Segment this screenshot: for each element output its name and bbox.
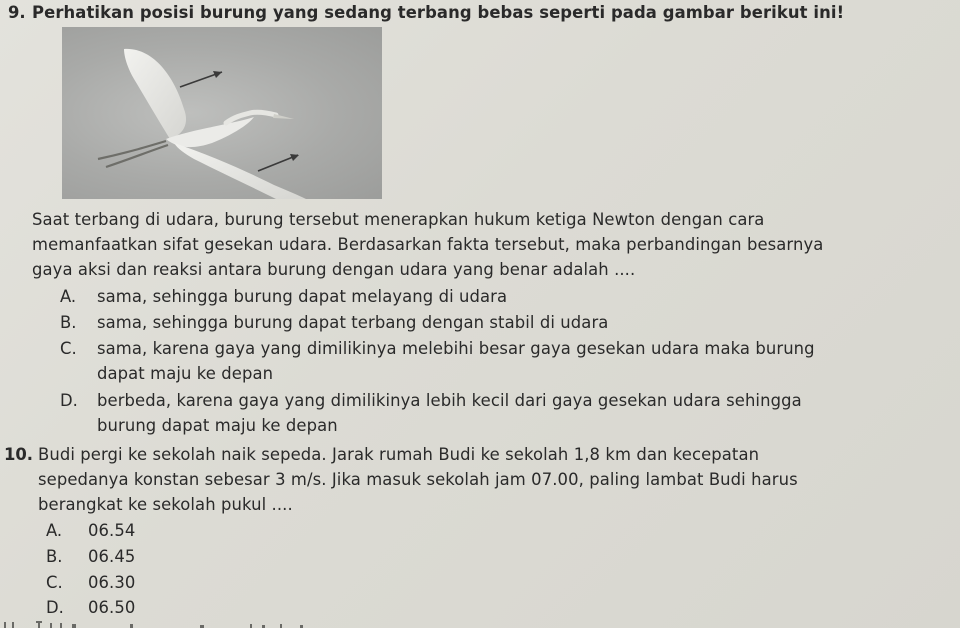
option-letter: B.: [46, 547, 63, 566]
question-title: Perhatikan posisi burung yang sedang terbang bebas seperti pada gambar berikut ini!: [32, 3, 845, 22]
option-text: sama, sehingga burung dapat melayang di udara: [97, 287, 508, 306]
option-letter: D.: [46, 598, 64, 617]
stem-line-3: berangkat ke sekolah pukul ....: [38, 495, 293, 514]
option-text: 06.45: [88, 547, 136, 566]
option-text: sama, karena gaya yang dimilikinya melebihi besar gaya gesekan udara maka burung: [97, 339, 815, 358]
question-number: 10.: [4, 445, 34, 464]
option-letter: C.: [46, 573, 63, 592]
option-letter: A.: [60, 287, 77, 306]
cutoff-text-marks: [0, 618, 960, 628]
stem-line-2: memanfaatkan sifat gesekan udara. Berdasarkan fakta tersebut, maka perbandingan besarnya: [32, 235, 824, 254]
bird-figure: [62, 27, 382, 199]
option-text: 06.30: [88, 573, 136, 592]
option-letter: D.: [60, 391, 78, 410]
question-number: 9.: [8, 3, 26, 22]
option-letter: A.: [46, 521, 63, 540]
option-text-continued: dapat maju ke depan: [97, 364, 274, 383]
option-letter: C.: [60, 339, 77, 358]
option-text: sama, sehingga burung dapat terbang dengan stabil di udara: [97, 313, 609, 332]
option-letter: B.: [60, 313, 77, 332]
option-text: berbeda, karena gaya yang dimilikinya lebih kecil dari gaya gesekan udara sehingga: [97, 391, 802, 410]
option-text: 06.54: [88, 521, 136, 540]
option-text-continued: burung dapat maju ke depan: [97, 416, 338, 435]
option-text: 06.50: [88, 598, 136, 617]
stem-line-2: sepedanya konstan sebesar 3 m/s. Jika masuk sekolah jam 07.00, paling lambat Budi harus: [38, 470, 798, 489]
stem-line-1: Budi pergi ke sekolah naik sepeda. Jarak rumah Budi ke sekolah 1,8 km dan kecepatan: [38, 445, 760, 464]
stem-line-1: Saat terbang di udara, burung tersebut menerapkan hukum ketiga Newton dengan cara: [32, 210, 765, 229]
flying-egret-icon: [62, 27, 382, 199]
stem-line-3: gaya aksi dan reaksi antara burung dengan udara yang benar adalah ....: [32, 260, 636, 279]
